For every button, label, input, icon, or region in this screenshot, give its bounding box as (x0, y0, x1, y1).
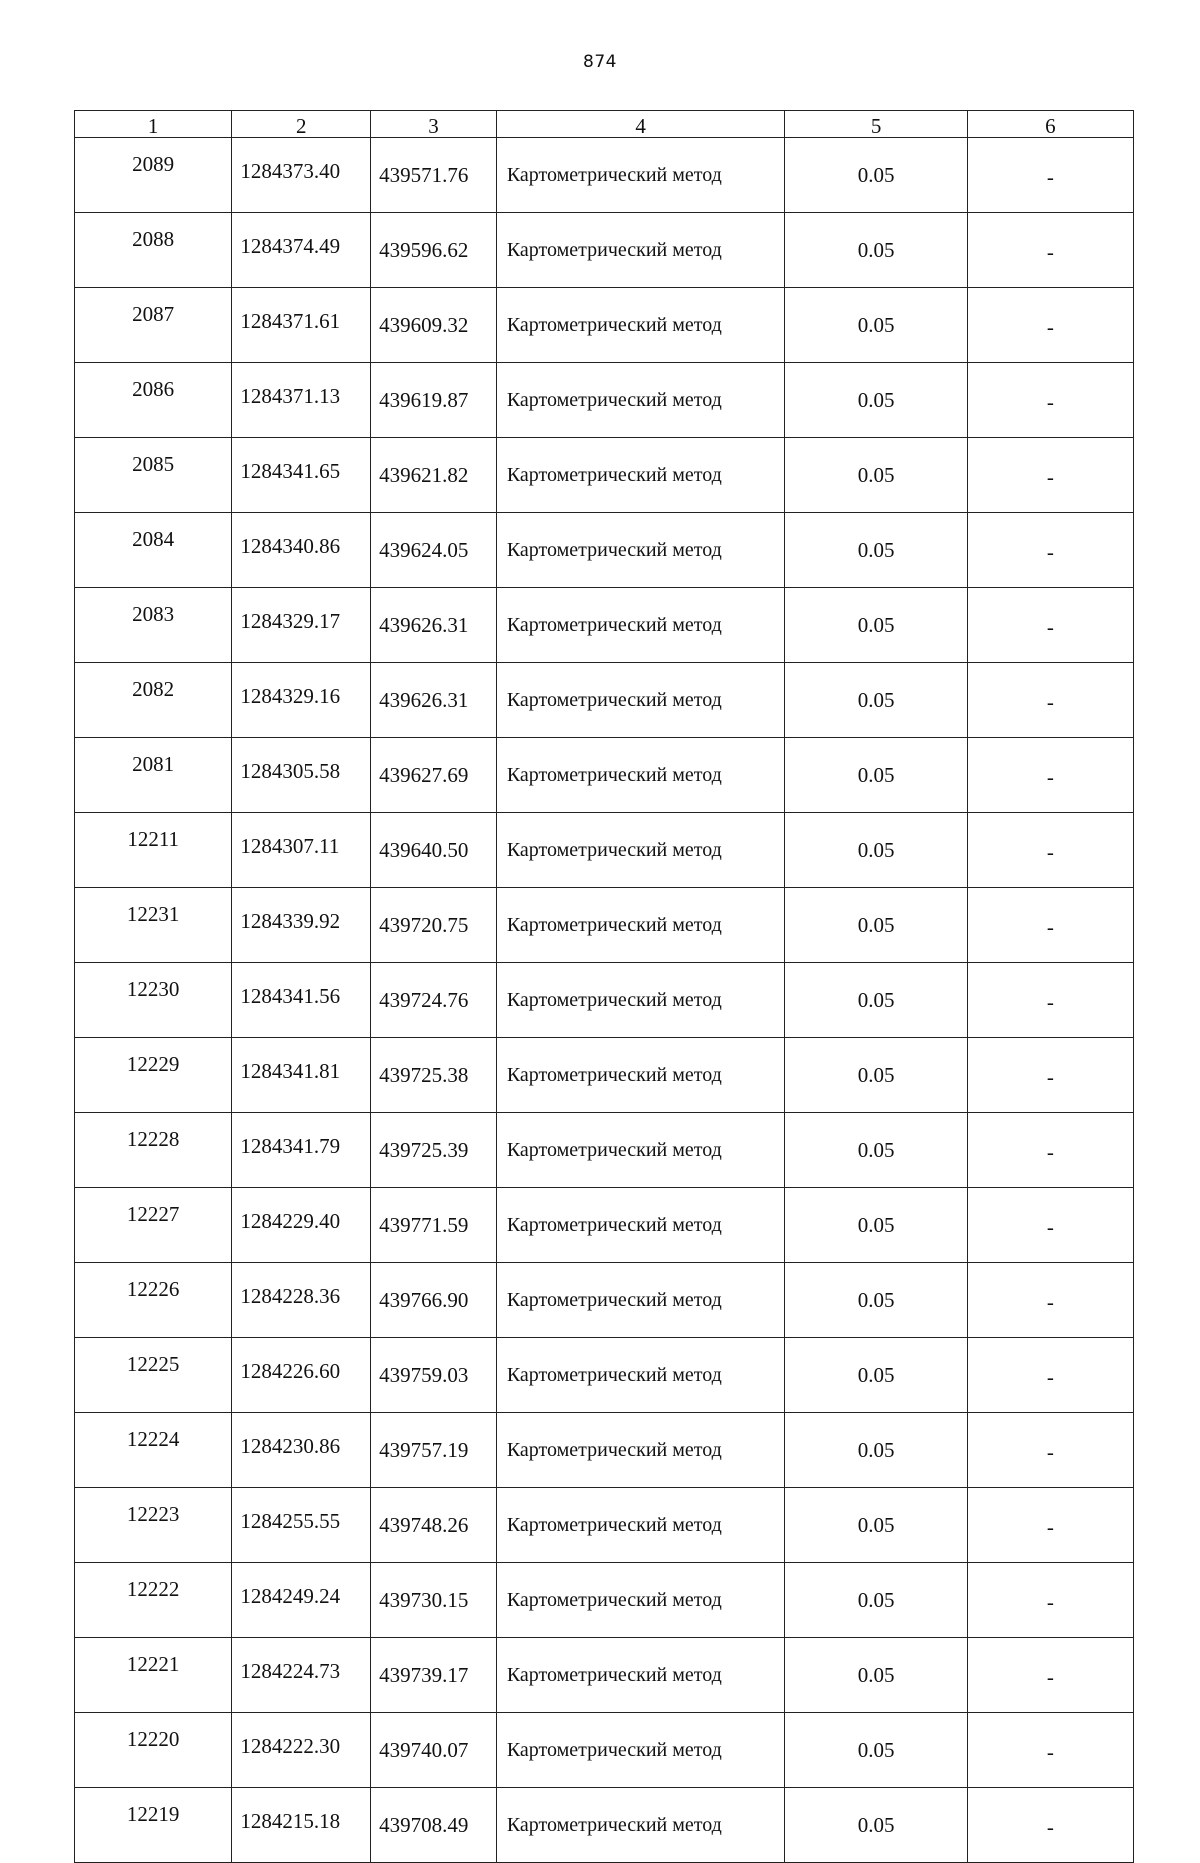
column-header-1: 1 (75, 111, 232, 138)
table-row (75, 1413, 1134, 1488)
cell-accuracy: 0.05 (785, 1788, 968, 1863)
column-header-2: 2 (232, 111, 371, 138)
cell-accuracy: 0.05 (785, 1263, 968, 1338)
table-row (75, 138, 1134, 213)
cell-point-number: 12221 (75, 1638, 232, 1713)
cell-point-number: 12223 (75, 1488, 232, 1563)
cell-accuracy: 0.05 (785, 888, 968, 963)
cell-accuracy: 0.05 (785, 588, 968, 663)
cell-note: - (967, 1413, 1133, 1488)
cell-x-coordinate: 1284373.40 (232, 138, 371, 213)
cell-note: - (967, 1713, 1133, 1788)
cell-accuracy: 0.05 (785, 1713, 968, 1788)
cell-accuracy: 0.05 (785, 1038, 968, 1113)
cell-accuracy: 0.05 (785, 1413, 968, 1488)
cell-y-coordinate: 439571.76 (371, 138, 497, 213)
column-header-3: 3 (371, 111, 497, 138)
cell-point-number: 12230 (75, 963, 232, 1038)
cell-x-coordinate: 1284371.13 (232, 363, 371, 438)
cell-note: - (967, 213, 1133, 288)
table-row (75, 813, 1134, 888)
table-body (75, 138, 1134, 1863)
cell-accuracy: 0.05 (785, 1488, 968, 1563)
cell-y-coordinate: 439624.05 (371, 513, 497, 588)
cell-x-coordinate: 1284255.55 (232, 1488, 371, 1563)
cell-x-coordinate: 1284249.24 (232, 1563, 371, 1638)
cell-method: Картометрический метод (496, 363, 785, 438)
cell-y-coordinate: 439626.31 (371, 663, 497, 738)
cell-y-coordinate: 439730.15 (371, 1563, 497, 1638)
cell-accuracy: 0.05 (785, 288, 968, 363)
cell-method: Картометрический метод (496, 438, 785, 513)
cell-x-coordinate: 1284371.61 (232, 288, 371, 363)
table-row (75, 1263, 1134, 1338)
cell-point-number: 12229 (75, 1038, 232, 1113)
cell-method: Картометрический метод (496, 1188, 785, 1263)
cell-x-coordinate: 1284341.65 (232, 438, 371, 513)
cell-y-coordinate: 439748.26 (371, 1488, 497, 1563)
cell-note: - (967, 1038, 1133, 1113)
cell-point-number: 12224 (75, 1413, 232, 1488)
cell-note: - (967, 888, 1133, 963)
cell-note: - (967, 138, 1133, 213)
cell-method: Картометрический метод (496, 1488, 785, 1563)
cell-point-number: 12231 (75, 888, 232, 963)
table-header (75, 111, 1134, 138)
cell-note: - (967, 1638, 1133, 1713)
cell-x-coordinate: 1284305.58 (232, 738, 371, 813)
cell-note: - (967, 1263, 1133, 1338)
cell-x-coordinate: 1284228.36 (232, 1263, 371, 1338)
cell-method: Картометрический метод (496, 288, 785, 363)
cell-accuracy: 0.05 (785, 813, 968, 888)
cell-method: Картометрический метод (496, 813, 785, 888)
cell-note: - (967, 738, 1133, 813)
cell-point-number: 2088 (75, 213, 232, 288)
table-row (75, 438, 1134, 513)
table-row (75, 1338, 1134, 1413)
cell-point-number: 12228 (75, 1113, 232, 1188)
table-row (75, 963, 1134, 1038)
cell-y-coordinate: 439766.90 (371, 1263, 497, 1338)
table-row (75, 1713, 1134, 1788)
cell-method: Картометрический метод (496, 663, 785, 738)
table-row (75, 363, 1134, 438)
cell-method: Картометрический метод (496, 1713, 785, 1788)
cell-method: Картометрический метод (496, 1113, 785, 1188)
cell-y-coordinate: 439609.32 (371, 288, 497, 363)
cell-accuracy: 0.05 (785, 438, 968, 513)
cell-x-coordinate: 1284230.86 (232, 1413, 371, 1488)
cell-method: Картометрический метод (496, 1263, 785, 1338)
cell-accuracy: 0.05 (785, 663, 968, 738)
cell-note: - (967, 588, 1133, 663)
cell-y-coordinate: 439720.75 (371, 888, 497, 963)
table-row (75, 1788, 1134, 1863)
table-row (75, 663, 1134, 738)
cell-accuracy: 0.05 (785, 1338, 968, 1413)
cell-x-coordinate: 1284226.60 (232, 1338, 371, 1413)
cell-accuracy: 0.05 (785, 513, 968, 588)
cell-point-number: 12220 (75, 1713, 232, 1788)
cell-x-coordinate: 1284329.16 (232, 663, 371, 738)
cell-point-number: 12226 (75, 1263, 232, 1338)
cell-x-coordinate: 1284222.30 (232, 1713, 371, 1788)
cell-note: - (967, 1113, 1133, 1188)
cell-x-coordinate: 1284307.11 (232, 813, 371, 888)
cell-note: - (967, 1338, 1133, 1413)
cell-point-number: 12219 (75, 1788, 232, 1863)
column-header-5: 5 (785, 111, 968, 138)
cell-method: Картометрический метод (496, 963, 785, 1038)
cell-y-coordinate: 439626.31 (371, 588, 497, 663)
cell-note: - (967, 1188, 1133, 1263)
cell-accuracy: 0.05 (785, 738, 968, 813)
cell-x-coordinate: 1284341.56 (232, 963, 371, 1038)
cell-point-number: 12227 (75, 1188, 232, 1263)
cell-accuracy: 0.05 (785, 1563, 968, 1638)
table-row (75, 1488, 1134, 1563)
cell-point-number: 2086 (75, 363, 232, 438)
cell-method: Картометрический метод (496, 1563, 785, 1638)
cell-y-coordinate: 439627.69 (371, 738, 497, 813)
table-row (75, 1188, 1134, 1263)
table-row (75, 738, 1134, 813)
table-row (75, 1563, 1134, 1638)
cell-y-coordinate: 439596.62 (371, 213, 497, 288)
column-header-6: 6 (967, 111, 1133, 138)
cell-method: Картометрический метод (496, 738, 785, 813)
cell-point-number: 12211 (75, 813, 232, 888)
cell-x-coordinate: 1284224.73 (232, 1638, 371, 1713)
cell-point-number: 2087 (75, 288, 232, 363)
cell-point-number: 2083 (75, 588, 232, 663)
table-row (75, 1038, 1134, 1113)
cell-method: Картометрический метод (496, 888, 785, 963)
cell-note: - (967, 513, 1133, 588)
cell-note: - (967, 963, 1133, 1038)
cell-x-coordinate: 1284229.40 (232, 1188, 371, 1263)
cell-x-coordinate: 1284340.86 (232, 513, 371, 588)
cell-accuracy: 0.05 (785, 138, 968, 213)
cell-point-number: 12222 (75, 1563, 232, 1638)
cell-note: - (967, 813, 1133, 888)
cell-x-coordinate: 1284339.92 (232, 888, 371, 963)
cell-y-coordinate: 439619.87 (371, 363, 497, 438)
cell-y-coordinate: 439725.39 (371, 1113, 497, 1188)
cell-y-coordinate: 439621.82 (371, 438, 497, 513)
page-number: 874 (583, 52, 617, 72)
column-header-4: 4 (496, 111, 785, 138)
cell-y-coordinate: 439724.76 (371, 963, 497, 1038)
cell-accuracy: 0.05 (785, 963, 968, 1038)
header-row (75, 111, 1134, 138)
table-row (75, 888, 1134, 963)
cell-method: Картометрический метод (496, 1338, 785, 1413)
cell-method: Картометрический метод (496, 1413, 785, 1488)
cell-x-coordinate: 1284374.49 (232, 213, 371, 288)
cell-y-coordinate: 439725.38 (371, 1038, 497, 1113)
cell-y-coordinate: 439708.49 (371, 1788, 497, 1863)
cell-accuracy: 0.05 (785, 213, 968, 288)
cell-accuracy: 0.05 (785, 1113, 968, 1188)
cell-note: - (967, 1488, 1133, 1563)
cell-note: - (967, 1563, 1133, 1638)
cell-method: Картометрический метод (496, 213, 785, 288)
cell-method: Картометрический метод (496, 1038, 785, 1113)
table-row (75, 588, 1134, 663)
cell-method: Картометрический метод (496, 138, 785, 213)
cell-x-coordinate: 1284341.79 (232, 1113, 371, 1188)
table-row (75, 213, 1134, 288)
cell-accuracy: 0.05 (785, 1638, 968, 1713)
table-row (75, 513, 1134, 588)
cell-note: - (967, 438, 1133, 513)
cell-method: Картометрический метод (496, 1638, 785, 1713)
cell-y-coordinate: 439640.50 (371, 813, 497, 888)
cell-note: - (967, 288, 1133, 363)
cell-y-coordinate: 439757.19 (371, 1413, 497, 1488)
cell-y-coordinate: 439759.03 (371, 1338, 497, 1413)
cell-point-number: 2089 (75, 138, 232, 213)
cell-point-number: 12225 (75, 1338, 232, 1413)
cell-accuracy: 0.05 (785, 1188, 968, 1263)
cell-x-coordinate: 1284215.18 (232, 1788, 371, 1863)
cell-x-coordinate: 1284329.17 (232, 588, 371, 663)
cell-point-number: 2085 (75, 438, 232, 513)
cell-note: - (967, 1788, 1133, 1863)
coordinates-table (74, 110, 1134, 1863)
cell-method: Картометрический метод (496, 513, 785, 588)
cell-y-coordinate: 439740.07 (371, 1713, 497, 1788)
cell-point-number: 2082 (75, 663, 232, 738)
table-row (75, 1638, 1134, 1713)
cell-accuracy: 0.05 (785, 363, 968, 438)
cell-y-coordinate: 439771.59 (371, 1188, 497, 1263)
cell-point-number: 2084 (75, 513, 232, 588)
table-row (75, 1113, 1134, 1188)
cell-note: - (967, 663, 1133, 738)
cell-point-number: 2081 (75, 738, 232, 813)
cell-y-coordinate: 439739.17 (371, 1638, 497, 1713)
table-row (75, 288, 1134, 363)
cell-method: Картометрический метод (496, 588, 785, 663)
cell-method: Картометрический метод (496, 1788, 785, 1863)
cell-x-coordinate: 1284341.81 (232, 1038, 371, 1113)
cell-note: - (967, 363, 1133, 438)
